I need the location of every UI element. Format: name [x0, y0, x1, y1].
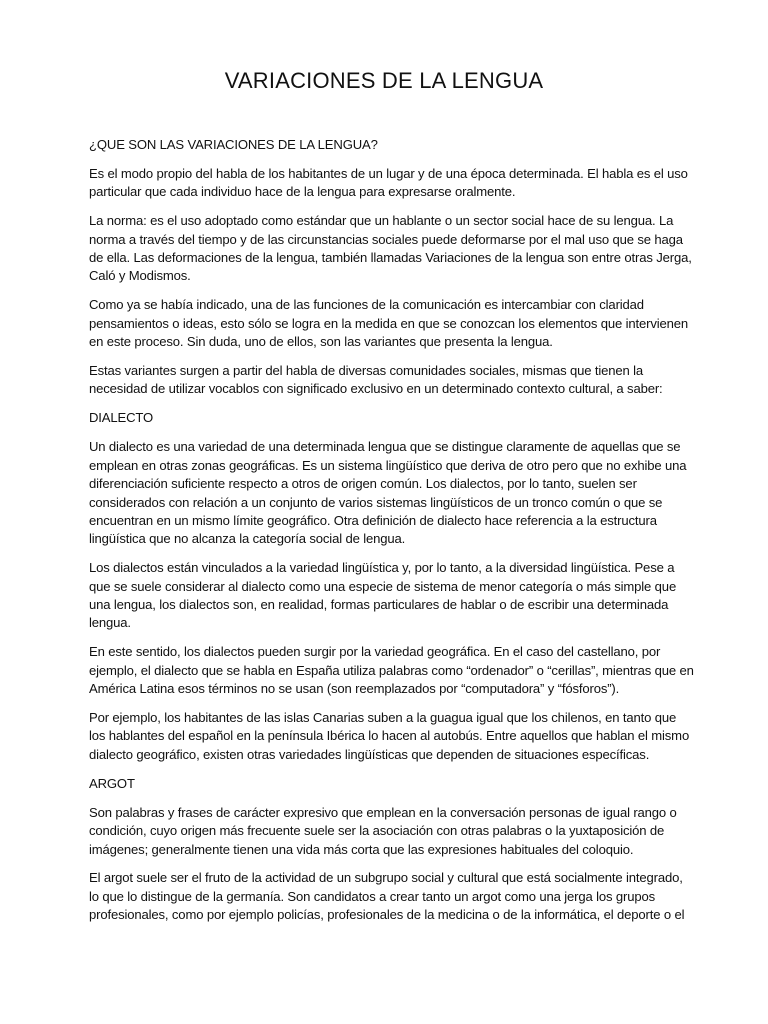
section-heading-argot: ARGOT [89, 775, 135, 791]
document-title: VARIACIONES DE LA LENGUA [224, 68, 544, 93]
paragraph-argot-definicion: Son palabras y frases de carácter expresivo que emplean en la conversación personas de igual rango o condición, cuyo origen más frecuente suele ser la asociación con otras palabras o la yuxtaposición de imágenes; generalmente tienen una vida más corta que las expresiones habituales del coloquio. [89, 804, 677, 857]
paragraph-argot-origen: El argot suele ser el fruto de la actividad de un subgrupo social y cultural que está socialmente integrado, lo que lo distingue de la germanía. Son candidatos a crear tanto un argot como una jerga los grupos profesionales, como por ejemplo policías, profesionales de la medicina o de la informática, el deporte o el [89, 870, 685, 923]
paragraph-dialecto-definicion: Un dialecto es una variedad de una determinada lengua que se distingue claramente de aquellas que se emplean en otras zonas geográficas. Es un sistema lingüístico que deriva de otro pero que no exhibe una diferenciación suficiente respecto a otros de origen común. Los dialectos, por lo tanto, suelen ser considerados con relación a un conjunto de varios sistemas lingüísticos de un tronco común o que se encuentran en un mismo límite geográfico. Otra definición de dialecto hace referencia a la estructura lingüística que no alcanza la categoría social de lengua. [89, 439, 687, 547]
paragraph-dialecto-variedad: Los dialectos están vinculados a la variedad lingüística y, por lo tanto, a la diversidad lingüística. Pese a que se suele considerar al dialecto como una especie de sistema de menor categoría o más simple que una lengua, los dialectos son, en realidad, formas particulares de hablar o de escribir una determinada lengua. [89, 560, 677, 631]
section-heading-question: ¿QUE SON LAS VARIACIONES DE LA LENGUA? [89, 137, 378, 152]
document-body [89, 136, 695, 935]
paragraph-habla: Es el modo propio del habla de los habitantes de un lugar y de una época determinada. El habla es el uso particular que cada individuo hace de la lengua para expresarse oralmente. [89, 165, 688, 200]
paragraph-dialecto-geografia: En este sentido, los dialectos pueden surgir por la variedad geográfica. En el caso del castellano, por ejemplo, el dialecto que se habla en España utiliza palabras como “ordenador” o “cerillas”, mientras que en América Latina esos términos no se usan (son reemplazados por “computadora” y “fósforos”). [89, 644, 694, 697]
section-heading-dialecto: DIALECTO [89, 410, 154, 426]
paragraph-dialecto-ejemplo: Por ejemplo, los habitantes de las islas Canarias suben a la guagua igual que los chilenos, en tanto que los hablantes del español en la península Ibérica lo hacen al autobús. Entre aquellos que hablan el mismo dialecto geográfico, existen otras variedades lingüísticas que dependen de situaciones específicas. [89, 710, 690, 762]
paragraph-variantes: Estas variantes surgen a partir del habla de diversas comunidades sociales, mismas que tienen la necesidad de utilizar vocablos con significado exclusivo en un determinado contexto cultural, a saber: [89, 363, 663, 397]
paragraph-comunicacion: Como ya se había indicado, una de las funciones de la comunicación es intercambiar con claridad pensamientos o ideas, esto sólo se logra en la medida en que se conozcan los elementos que intervienen en este proceso. Sin duda, uno de ellos, son las variantes que presenta la lengua. [89, 297, 689, 350]
paragraph-norma: La norma: es el uso adoptado como estándar que un hablante o un sector social hace de su lengua. La norma a través del tiempo y de las circunstancias sociales puede deformarse por el mal uso que se haga de ella. Las deformaciones de la lengua, también llamadas Variaciones de la lengua son entre otras Jerga, Caló y Modismos. [89, 213, 692, 284]
